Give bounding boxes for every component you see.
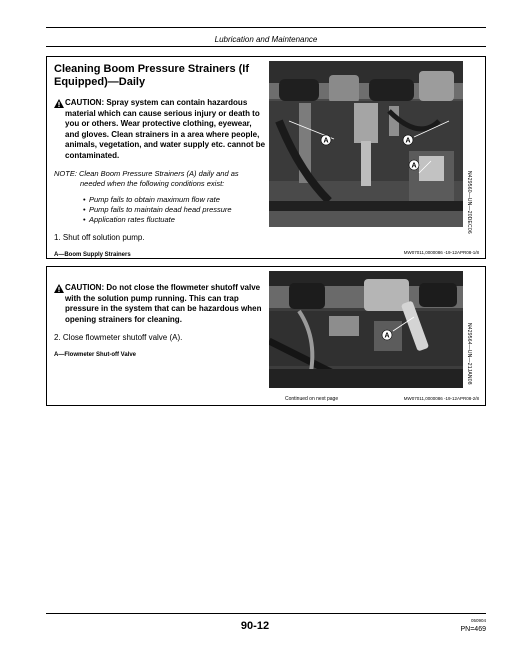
section1-ref-code: MW07011,0000086 -19-12APR08-1/8 [403,250,479,255]
section2-caution-text: CAUTION: Do not close the flowmeter shutoff valve with the solution pump running. This can trap pressure in the system that can be hazardous when opening strainers for cleaning. [65,283,262,324]
section2-ref-code: MW07011,0000086 -19-12APR08-2/8 [403,396,479,401]
callout-a-label: A [405,137,411,145]
page-number: 90-12 [240,620,270,632]
callout-a-label: A [384,332,390,340]
section1-legend: A—Boom Supply Strainers [54,252,131,258]
section1-step: 1. Shut off solution pump. [54,233,145,242]
section1-condition-list [54,195,266,225]
callout-a-label: A [411,162,417,170]
callout-a-label: A [323,137,329,145]
warning-triangle-icon [54,99,64,108]
section1-title-line2: Equipped)—Daily [54,76,146,88]
section1-title-line1: Cleaning Boom Pressure Strainers (If [54,63,249,75]
section2-caution [54,283,266,325]
section1-note-line2: needed when the following conditions exist: [80,179,225,188]
pn-label: PN=469 [460,626,486,633]
boom-strainers-illustration [269,61,463,227]
list-item: • Application rates fluctuate [83,215,266,225]
continued-on-next-page: Continued on next page [285,396,339,402]
section-cleaning-strainers [46,56,486,259]
header-rule-bottom [46,46,486,47]
list-item: • Pump fails to maintain dead head pressure [83,205,266,215]
section-close-flowmeter-valve [46,266,486,406]
flowmeter-valve-illustration [269,271,463,388]
section2-image-code: N429564—UN—21JAN08 [466,323,472,385]
footer-rule [46,613,486,614]
running-title: Lubrication and Maintenance [214,35,318,44]
section1-note-line1: NOTE: Clean Boom Pressure Strainers (A) daily and as [54,169,239,178]
section1-title [54,63,266,89]
section1-text-column [54,63,266,259]
section2-text-column [54,283,266,359]
boom-strainers-photo [269,61,463,227]
section1-note [54,169,266,189]
section2-legend: A—Flowmeter Shut-off Valve [54,352,137,358]
section1-caution [54,98,266,161]
warning-triangle-icon [54,284,64,293]
list-item: • Pump fails to obtain maximum flow rate [83,195,266,205]
section2-step: 2. Close flowmeter shutoff valve (A). [54,333,183,342]
header-rule-top [46,27,486,28]
flowmeter-valve-photo [269,271,463,388]
section1-image-code: N429560—UN—20DEC06 [466,171,472,234]
section1-caution-text: CAUTION: Spray system can contain hazardous material which can cause serious injury or death to you or others. Wear protective clothing, eyewear, and gloves. Clean strainers in a area where people, animals, vegetation, and water supply etc. cannot be contaminated. [65,98,266,160]
footer-small-code: 050904 [470,618,486,623]
